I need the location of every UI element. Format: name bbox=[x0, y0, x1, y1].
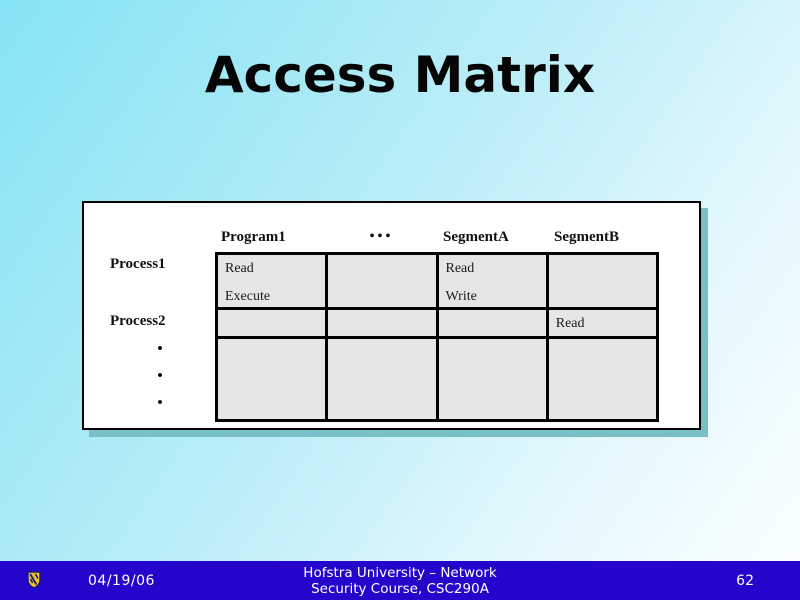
matrix-cell-process2-segmenta bbox=[439, 310, 546, 336]
vertical-ellipsis-dot: • bbox=[157, 341, 163, 357]
permission-label: Write bbox=[445, 289, 477, 304]
footer-course-text bbox=[200, 565, 600, 597]
matrix-cell-ellipsis-ellipsis bbox=[328, 339, 435, 419]
matrix-cell-ellipsis-program1 bbox=[218, 339, 325, 419]
matrix-cell-ellipsis-segmenta bbox=[439, 339, 546, 419]
matrix-column-headers bbox=[215, 229, 659, 249]
row-label-process1: Process1 bbox=[110, 256, 166, 272]
matrix-cell-process2-program1 bbox=[218, 310, 325, 336]
footer-course-line2: Security Course, CSC290A bbox=[311, 581, 489, 597]
slide-title: Access Matrix bbox=[204, 46, 596, 104]
column-header-ellipsis: ••• bbox=[369, 229, 394, 244]
matrix-cell-process1-program1 bbox=[218, 255, 325, 307]
permission-label: Read bbox=[445, 261, 475, 276]
column-header-segmentb: SegmentB bbox=[554, 229, 619, 245]
vertical-ellipsis-dot: • bbox=[157, 368, 163, 384]
column-header-segmenta: SegmentA bbox=[443, 229, 509, 245]
footer-date: 04/19/06 bbox=[88, 573, 155, 589]
matrix-cell-process1-ellipsis bbox=[328, 255, 435, 307]
permission-label: Read bbox=[225, 261, 254, 276]
permission-label: Read bbox=[555, 316, 585, 331]
access-matrix-panel bbox=[82, 201, 701, 430]
column-header-program1: Program1 bbox=[221, 229, 286, 245]
permission-label: Execute bbox=[225, 289, 271, 304]
footer-page-number: 62 bbox=[736, 573, 754, 589]
row-label-process2: Process2 bbox=[110, 313, 166, 329]
vertical-ellipsis-dot: • bbox=[157, 395, 163, 411]
hofstra-shield-icon bbox=[27, 571, 41, 593]
matrix-cell-process2-ellipsis bbox=[328, 310, 435, 336]
matrix-grid bbox=[215, 252, 659, 422]
matrix-cell-process1-segmentb bbox=[549, 255, 656, 307]
matrix-cell-ellipsis-segmentb bbox=[549, 339, 656, 419]
matrix-cell-process2-segmentb bbox=[549, 310, 656, 336]
matrix-cell-process1-segmenta bbox=[439, 255, 546, 307]
footer-course-line1: Hofstra University – Network bbox=[303, 565, 497, 581]
footer-bar bbox=[0, 561, 800, 600]
